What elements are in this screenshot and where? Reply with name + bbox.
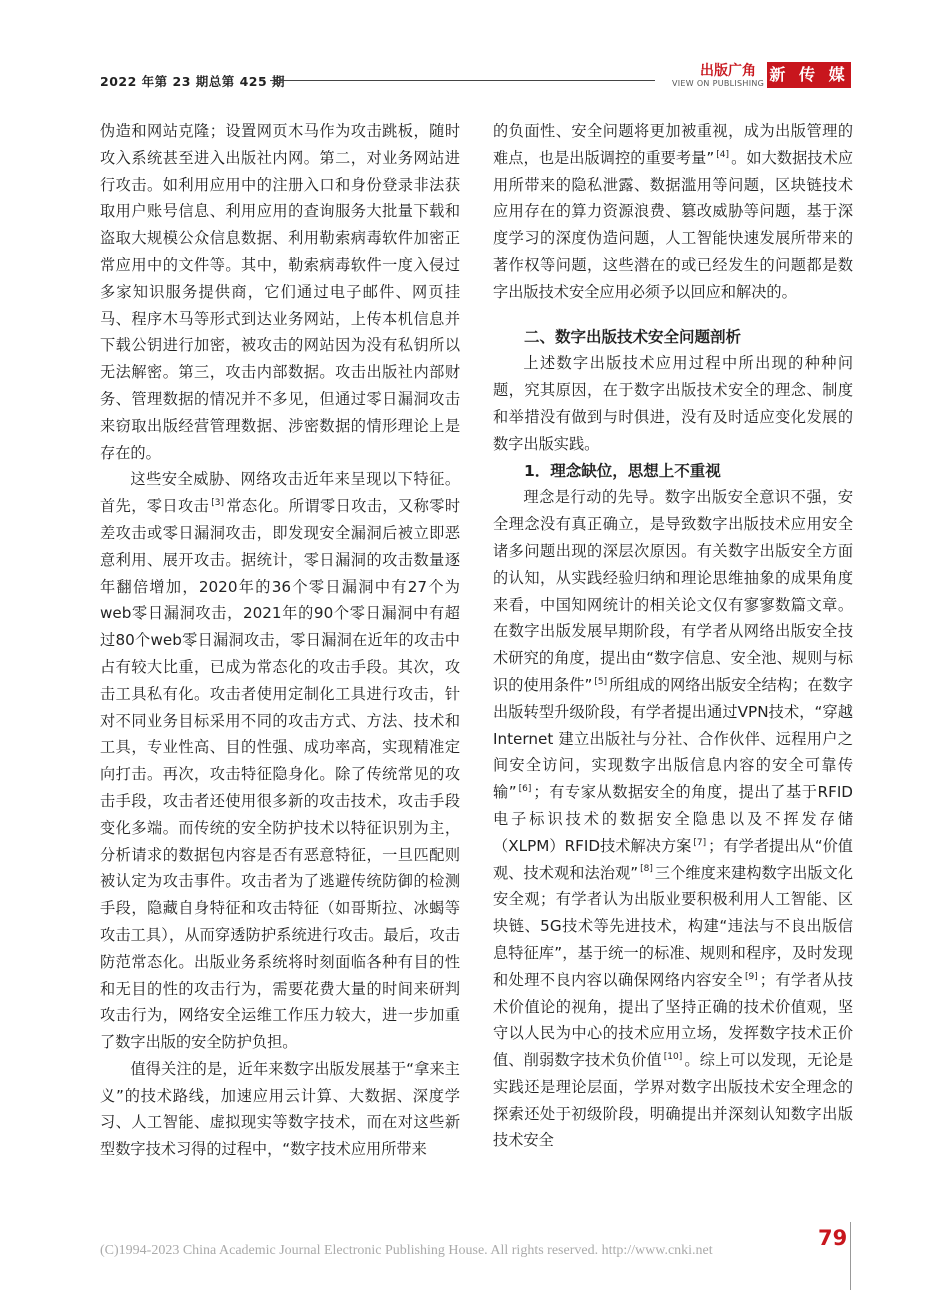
paragraph: 上述数字出版技术应用过程中所出现的种种问题，究其原因，在于数字出版技术安全的理念、制度和举措没有做到与时俱进，没有及时适应变化发展的数字出版实践。 (493, 354, 853, 453)
citation-ref[interactable]: [7] (693, 837, 707, 848)
left-column (100, 118, 460, 1163)
paragraph: 理念是行动的先导。数字出版安全意识不强，安全理念没有真正确立，是导致数字出版技术应用安全诸多问题出现的深层次原因。有关数字出版安全方面的认知，从实践经验归纳和理论思维抽象的成果角度来看，中国知网统计的相关论文仅有寥寥数篇文章。在数字出版发展早期阶段，有学者从网络出版安全技术研究的角度，提出由“数字信息、安全池、规则与标识的使用条件” [5] 所组成的网络出版安全结构；在数字出版转型升级阶段，有学者提出通过VPN技术，“穿越Internet 建立出版社与分社、合作伙伴、远程用户之间安全访问，实现数字出版信息内容的安全可靠传输” [6] ；有专家从数据安全的角度，提出了基于RFID电子标识技术的数据安全隐患以及不挥发存储（XLPM）RFID技术解决方案 [7] ；有学者提出从“价值观、技术观和法治观” [8] 三个维度来建构数字出版文化安全观；有学者认为出版业要积极利用人工智能、区块链、5G技术等先进技术，构建“违法与不良出版信息特征库”，基于统一的标准、规则和程序，及时发现和处理不良内容以确保网络内容安全 [9] ；有学者从技术价值论的视角，提出了坚持正确的技术价值观，坚守以人民为中心的技术应用立场，发挥数字技术正价值、削弱数字技术负价值 [10] 。综上可以发现，无论是实践还是理论层面，学界对数字出版技术安全理念的探索还处于初级阶段，明确提出并深刻认知数字出版技术安全 (493, 488, 854, 1150)
copyright-footer: (C)1994-2023 China Academic Journal Electronic Publishing House. All rights reserved. http://www.cnki.net (100, 1243, 713, 1258)
brand-name-cn: 出版广角 (700, 63, 756, 79)
citation-ref[interactable]: [6] (518, 784, 532, 795)
right-column (493, 118, 853, 1154)
brand-name-en: VIEW ON PUBLISHING (672, 79, 765, 88)
paragraph: 伪造和网站克隆；设置网页木马作为攻击跳板，随时攻入系统甚至进入出版社内网。第二，对业务网站进行攻击。如利用应用中的注册入口和身份登录非法获取用户账号信息、利用应用的查询服务大批量下载和盗取大规模公众信息数据、利用勒索病毒软件加密正常应用中的文件等。其中，勒索病毒软件一度入侵过多家知识服务提供商，它们通过电子邮件、网页挂马、程序木马等形式到达业务网站，上传本机信息并下载公钥进行加密，被攻击的网站因为没有私钥所以无法解密。第三，攻击内部数据。攻击出版社内部财务、管理数据的情况并不多见，但通过零日漏洞攻击来窃取出版经营管理数据、涉密数据的情形理论上是存在的。 (100, 122, 460, 462)
citation-ref[interactable]: [9] (744, 971, 758, 982)
citation-ref[interactable]: [4] (716, 149, 730, 160)
header-rule (270, 80, 655, 81)
paragraph: 这些安全威胁、网络攻击近年来呈现以下特征。首先，零日攻击 [3] 常态化。所谓零日攻击，又称零时差攻击或零日漏洞攻击，即发现安全漏洞后被立即恶意利用、展开攻击。据统计，零日漏洞的攻击数量逐年翻倍增加，2020年的36个零日漏洞中有27个为web零日漏洞攻击，2021年的90个零日漏洞中有超过80个web零日漏洞攻击，零日漏洞在近年的攻击中占有较大比重，已成为常态化的攻击手段。其次，攻击工具私有化。攻击者使用定制化工具进行攻击，针对不同业务目标采用不同的攻击方式、方法、技术和工具，专业性高、目的性强、成功率高，实现精准定向打击。再次，攻击特征隐身化。除了传统常见的攻击手段，攻击者还使用很多新的攻击技术，攻击手段变化多端。而传统的安全防护技术以特征识别为主，分析请求的数据包内容是否有恶意特征，一旦匹配则被认定为攻击事件。攻击者为了逃避传统防御的检测手段，隐藏自身特征和攻击特征（如哥斯拉、冰蝎等攻击工具），从而穿透防护系统进行攻击。最后，攻击防范常态化。出版业务系统将时刻面临各种有目的性和无目的性的攻击行为，需要花费大量的时间来研判攻击行为，网络安全运维工作压力较大，进一步加重了数字出版的安全防护负担。 (100, 470, 461, 1052)
section-heading: 二、数字出版技术安全问题剖析 (524, 327, 742, 346)
section-badge: 新 传 媒 (767, 62, 851, 88)
citation-ref[interactable]: [5] (594, 676, 608, 687)
issue-label: 2022 年第 23 期总第 425 期 (100, 74, 286, 89)
citation-ref[interactable]: [8] (640, 864, 653, 875)
paragraph: 值得关注的是，近年来数字出版发展基于“拿来主义”的技术路线，加速应用云计算、大数据、深度学习、人工智能、虚拟现实等数字技术，而在对这些新型数字技术习得的过程中，“数字技术应用所带来 (100, 1059, 460, 1159)
page-number: 79 (818, 1226, 848, 1250)
paragraph: 的负面性、安全问题将更加被重视，成为出版管理的难点，也是出版调控的重要考量” [4] 。如大数据技术应用所带来的隐私泄露、数据滥用等问题，区块链技术应用存在的算力资源浪费、篡改威胁等问题，基于深度学习的深度伪造问题，人工智能快速发展所带来的著作权等问题，这些潜在的或已经发生的问题都是数字出版技术安全应用必须予以回应和解决的。 (493, 122, 854, 301)
citation-ref[interactable]: [3] (211, 498, 224, 509)
page-number-rule (850, 1222, 851, 1290)
subsection-heading: 1．理念缺位，思想上不重视 (524, 461, 721, 480)
citation-ref[interactable]: [10] (663, 1052, 683, 1063)
